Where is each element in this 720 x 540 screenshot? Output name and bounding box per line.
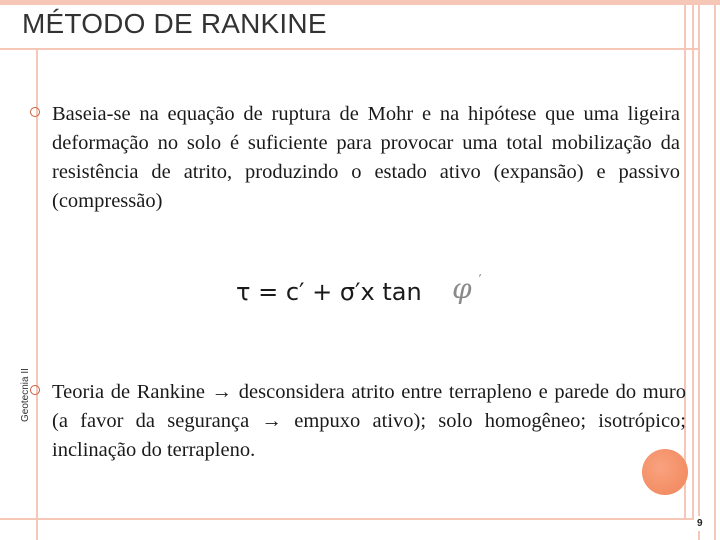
course-label: Geotecnia II <box>20 368 31 422</box>
top-border <box>0 0 720 5</box>
slide-title: MÉTODO DE RANKINE <box>22 8 327 39</box>
title-divider <box>0 48 700 50</box>
bottom-divider <box>0 518 700 520</box>
bullet-text-1: Baseia-se na equação de ruptura de Mohr e na hipótese que uma ligeira deformação no solo é suficiente para provocar uma total mobilização da resistência de atrito, produzindo o estado ativo (expansão) e passivo (compressão) <box>52 103 680 212</box>
bullet-circle-icon <box>30 385 40 395</box>
bullet-item-1 <box>30 100 680 216</box>
right-frame-inner <box>698 0 716 540</box>
bullet-circle-icon <box>30 107 40 117</box>
page-number: 9 <box>694 516 706 531</box>
equation-phi: φ <box>452 272 472 305</box>
bullet-item-2 <box>30 378 686 465</box>
equation-phi-prime: ’ <box>478 272 482 286</box>
equation: τ = c′ + σ′x tan <box>236 278 422 306</box>
decorative-circle <box>642 449 688 495</box>
bullet-text-2: Teoria de Rankine → desconsidera atrito entre terrapleno e parede do muro (a favor da segurança → empuxo ativo); solo homogêneo; isotrópico; inclinação do terrapleno. <box>52 381 686 461</box>
